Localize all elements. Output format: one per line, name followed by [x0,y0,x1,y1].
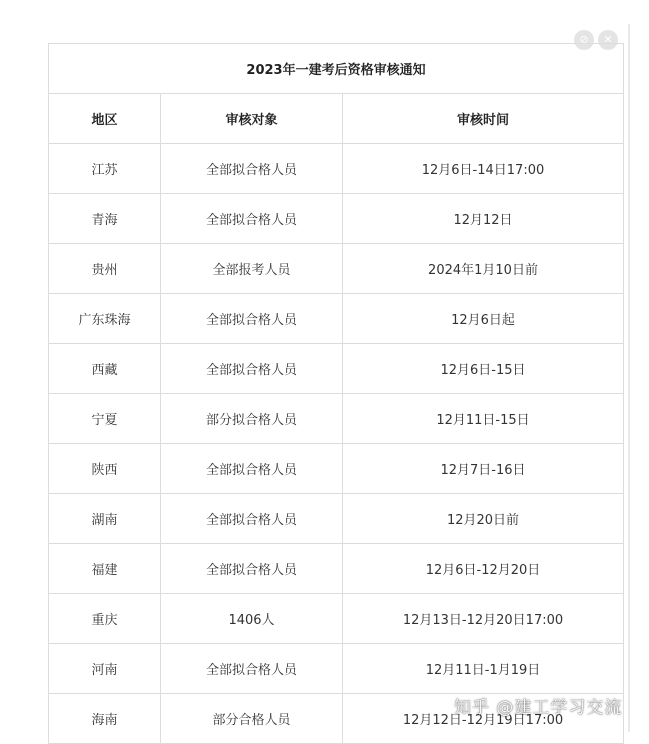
cell-region: 西藏 [49,344,161,394]
audit-table [48,43,624,744]
cell-region: 河南 [49,644,161,694]
table-title: 2023年一建考后资格审核通知 [49,44,624,94]
table-title-row [49,44,624,94]
scroll-edge [628,24,630,732]
cell-target: 全部报考人员 [161,244,343,294]
cell-region: 海南 [49,694,161,744]
cell-region: 江苏 [49,144,161,194]
cell-target: 全部拟合格人员 [161,294,343,344]
close-icon[interactable]: ✕ [598,30,618,50]
cell-region: 陕西 [49,444,161,494]
cell-region: 贵州 [49,244,161,294]
table-row [49,194,624,244]
cell-time: 12月12日-12月19日17:00 [343,694,624,744]
table-row [49,644,624,694]
cell-target: 全部拟合格人员 [161,544,343,594]
cell-time: 12月20日前 [343,494,624,544]
cell-time: 12月11日-1月19日 [343,644,624,694]
cell-region: 重庆 [49,594,161,644]
table-row [49,494,624,544]
table-header-row [49,94,624,144]
table-row [49,244,624,294]
table-row [49,444,624,494]
cell-region: 湖南 [49,494,161,544]
cell-time: 12月6日-15日 [343,344,624,394]
cell-target: 1406人 [161,594,343,644]
cell-time: 12月13日-12月20日17:00 [343,594,624,644]
cell-time: 12月11日-15日 [343,394,624,444]
cell-time: 2024年1月10日前 [343,244,624,294]
table-row [49,544,624,594]
cell-time: 12月6日起 [343,294,624,344]
table-row [49,144,624,194]
zhihu-watermark: 知乎 @建工学习交流 [454,698,623,718]
header-region: 地区 [49,94,161,144]
header-time: 审核时间 [343,94,624,144]
cell-time: 12月6日-14日17:00 [343,144,624,194]
cell-target: 全部拟合格人员 [161,644,343,694]
cell-target: 全部拟合格人员 [161,194,343,244]
cell-time: 12月6日-12月20日 [343,544,624,594]
cell-region: 福建 [49,544,161,594]
cell-target: 全部拟合格人员 [161,344,343,394]
table-row [49,594,624,644]
table-row [49,394,624,444]
cell-time: 12月7日-16日 [343,444,624,494]
cell-target: 全部拟合格人员 [161,144,343,194]
cell-target: 部分拟合格人员 [161,394,343,444]
link-icon[interactable]: ⊘ [574,30,594,50]
cell-region: 宁夏 [49,394,161,444]
cell-target: 全部拟合格人员 [161,444,343,494]
cell-time: 12月12日 [343,194,624,244]
cell-region: 青海 [49,194,161,244]
cell-target: 全部拟合格人员 [161,494,343,544]
cell-target: 部分合格人员 [161,694,343,744]
cell-region: 广东珠海 [49,294,161,344]
header-target: 审核对象 [161,94,343,144]
table-row [49,344,624,394]
table-row [49,294,624,344]
